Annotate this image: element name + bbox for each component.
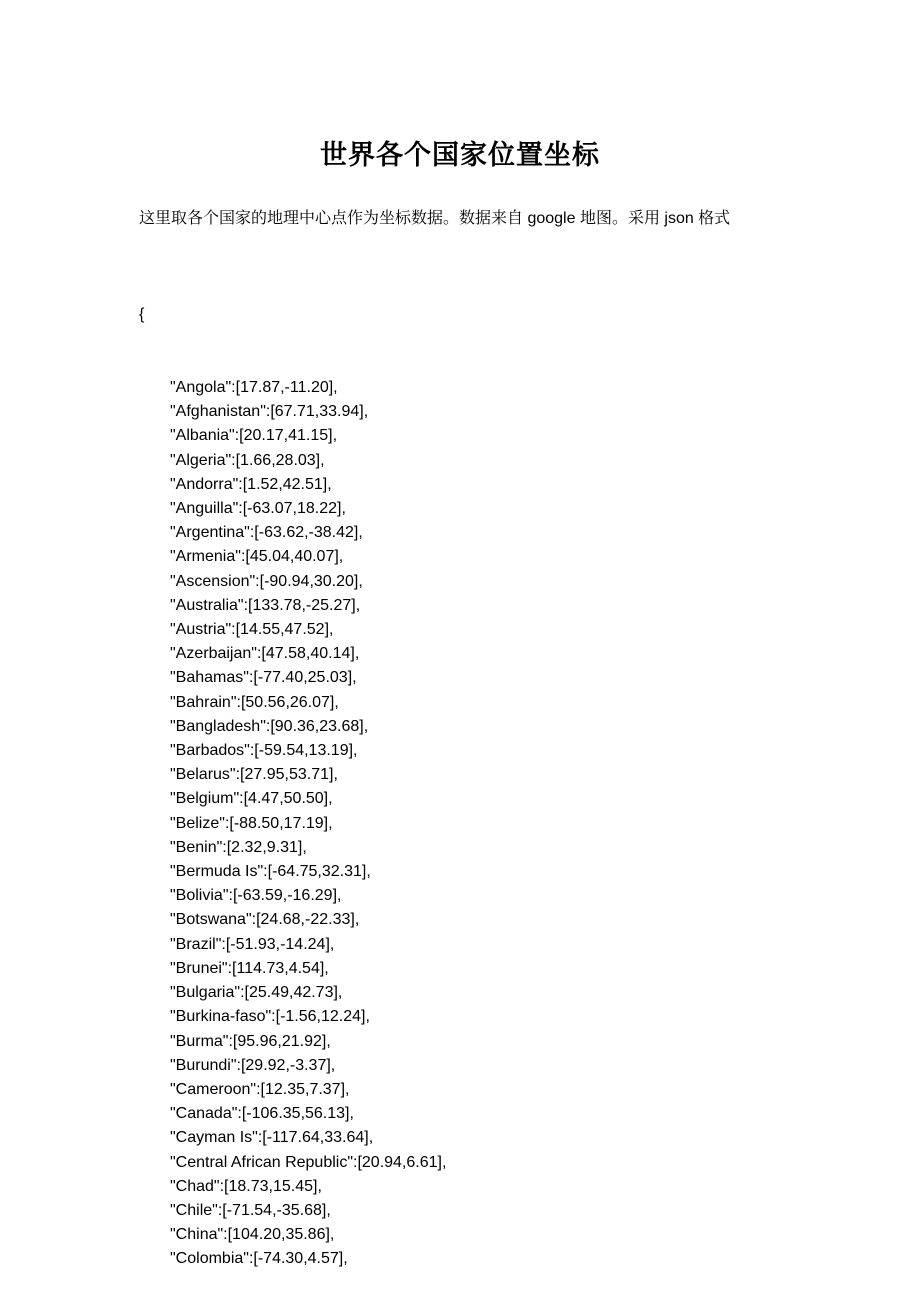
json-entry-line: "Australia":[133.78,-25.27], [170,596,361,614]
json-entry-line: "Argentina":[-63.62,-38.42], [170,524,363,542]
json-entry-line: "Canada":[-106.35,56.13], [170,1105,354,1123]
json-entry-line: "Bahamas":[-77.40,25.03], [170,669,357,687]
json-entry-line: "Chile":[-71.54,-35.68], [170,1201,331,1219]
json-entry-line: "Albania":[20.17,41.15], [170,427,338,445]
json-entry-line: "Bahrain":[50.56,26.07], [170,693,339,711]
json-entry-line: "Barbados":[-59.54,13.19], [170,742,358,760]
intro-paragraph: 这里取各个国家的地理中心点作为坐标数据。数据来自 google 地图。采用 json 格式 [139,210,731,227]
json-open-brace: { [139,306,145,324]
json-entry-line: "Colombia":[-74.30,4.57], [170,1250,348,1268]
json-entry-line: "Bermuda Is":[-64.75,32.31], [170,863,371,881]
json-entry-line: "Botswana":[24.68,-22.33], [170,911,360,929]
json-entry-line: "Burma":[95.96,21.92], [170,1032,331,1050]
json-code-block [139,255,446,1302]
json-entry-line: "Burundi":[29.92,-3.37], [170,1056,336,1074]
json-entry-line: "Austria":[14.55,47.52], [170,621,334,639]
json-entries [139,376,446,1272]
json-entry-line: "Cayman Is":[-117.64,33.64], [170,1129,374,1147]
json-entry-line: "Bulgaria":[25.49,42.73], [170,984,343,1002]
json-entry-line: "Chad":[18.73,15.45], [170,1177,322,1195]
json-entry-line: "Andorra":[1.52,42.51], [170,475,332,493]
json-entry-line: "Belgium":[4.47,50.50], [170,790,333,808]
json-entry-line: "Burkina-faso":[-1.56,12.24], [170,1008,370,1026]
json-entry-line: "Armenia":[45.04,40.07], [170,548,344,566]
json-entry-line: "Cameroon":[12.35,7.37], [170,1080,350,1098]
json-entry-line: "Belize":[-88.50,17.19], [170,814,333,832]
json-entry-line: "Central African Republic":[20.94,6.61], [170,1153,447,1171]
json-entry-line: "Azerbaijan":[47.58,40.14], [170,645,360,663]
json-entry-line: "Brunei":[114.73,4.54], [170,959,329,977]
page-title: 世界各个国家位置坐标 [320,140,600,170]
json-entry-line: "Belarus":[27.95,53.71], [170,766,338,784]
json-entry-line: "Benin":[2.32,9.31], [170,838,307,856]
json-entry-line: "Afghanistan":[67.71,33.94], [170,403,369,421]
json-entry-line: "Anguilla":[-63.07,18.22], [170,500,346,518]
json-entry-line: "Ascension":[-90.94,30.20], [170,572,363,590]
json-entry-line: "China":[104.20,35.86], [170,1226,335,1244]
json-entry-line: "Brazil":[-51.93,-14.24], [170,935,335,953]
json-entry-line: "Angola":[17.87,-11.20], [170,379,338,397]
json-entry-line: "Algeria":[1.66,28.03], [170,451,325,469]
json-entry-line: "Bangladesh":[90.36,23.68], [170,717,369,735]
json-entry-line: "Bolivia":[-63.59,-16.29], [170,887,342,905]
